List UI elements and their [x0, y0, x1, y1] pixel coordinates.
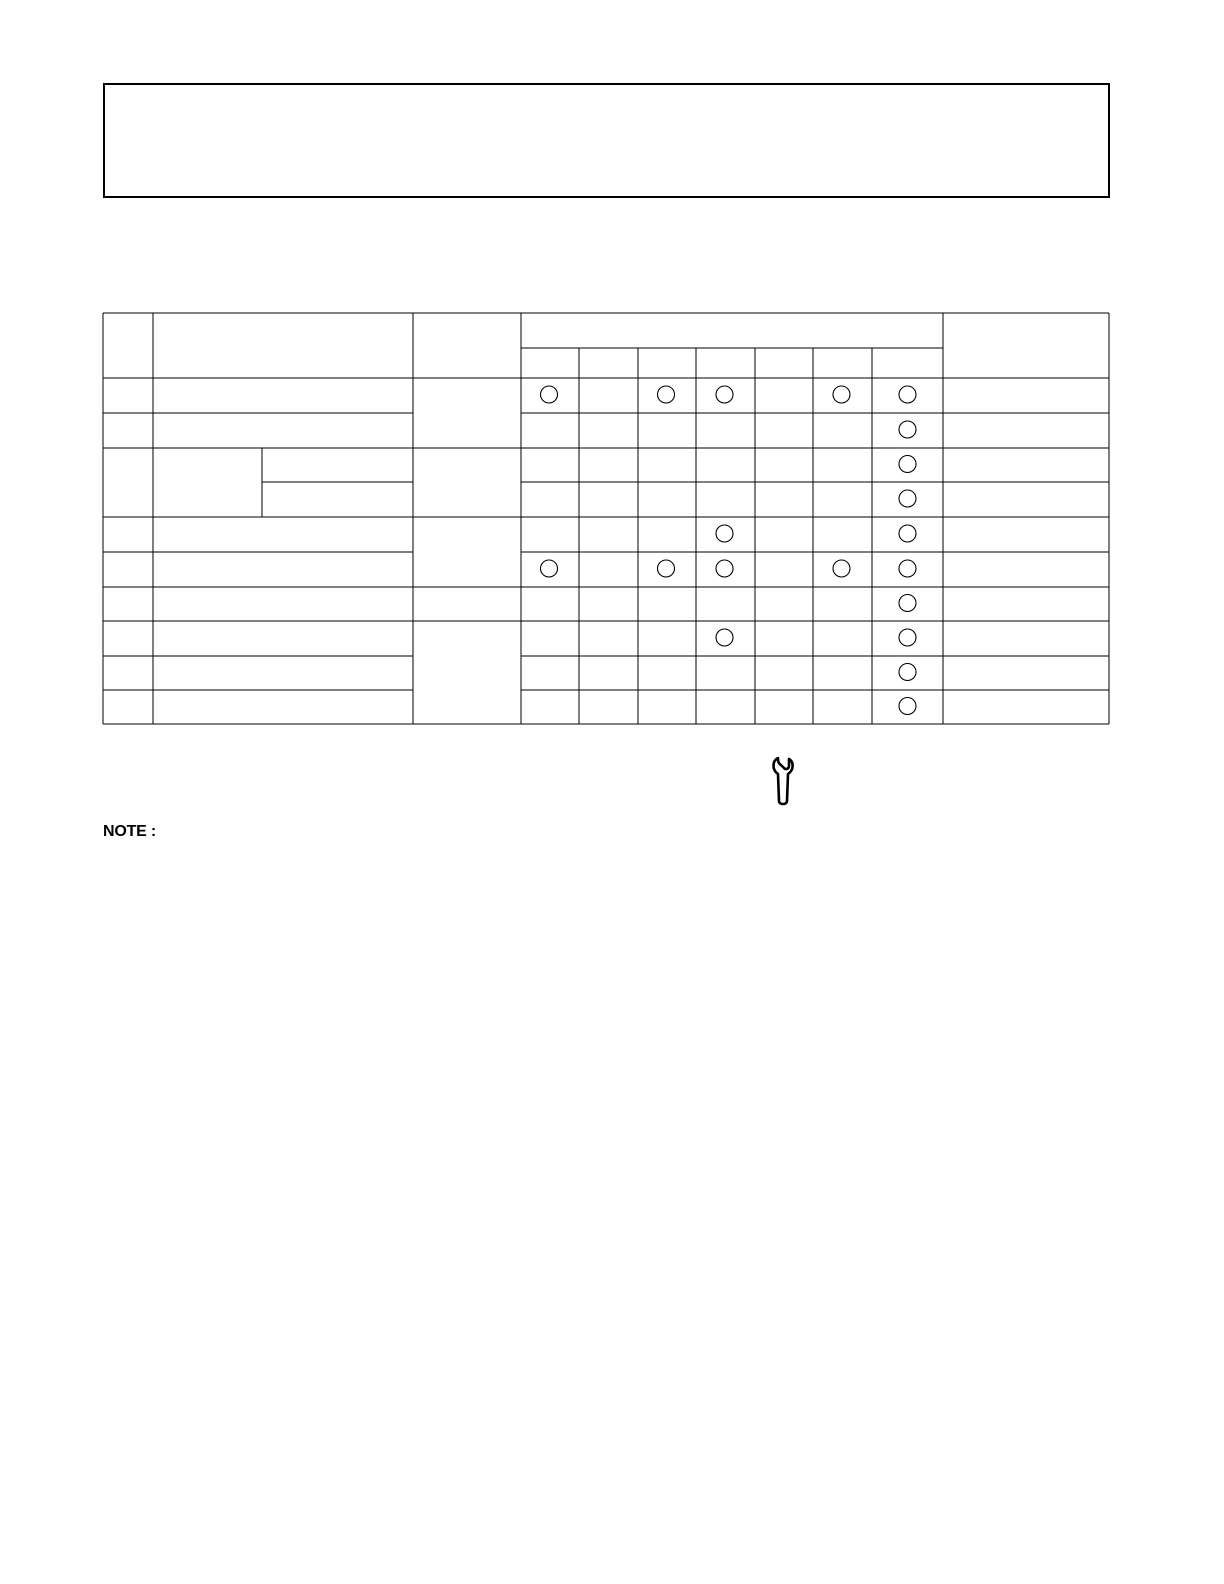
- check-mark: [716, 560, 733, 577]
- check-mark: [541, 386, 558, 403]
- check-mark: [716, 525, 733, 542]
- check-mark: [899, 490, 916, 507]
- wrench-icon: [768, 755, 798, 807]
- check-mark: [899, 421, 916, 438]
- check-mark: [899, 560, 916, 577]
- chart-check-marks: [541, 386, 917, 715]
- check-mark: [899, 629, 916, 646]
- note-label: NOTE :: [103, 823, 157, 840]
- check-mark: [716, 629, 733, 646]
- check-mark: [899, 698, 916, 715]
- check-mark: [899, 525, 916, 542]
- check-mark: [899, 456, 916, 473]
- check-mark: [833, 386, 850, 403]
- check-mark: [899, 595, 916, 612]
- check-mark: [833, 560, 850, 577]
- check-mark: [541, 560, 558, 577]
- maintenance-chart: [0, 0, 1224, 760]
- check-mark: [899, 664, 916, 681]
- check-mark: [658, 560, 675, 577]
- chart-grid-lines: [103, 313, 1109, 724]
- check-mark: [658, 386, 675, 403]
- check-mark: [716, 386, 733, 403]
- check-mark: [899, 386, 916, 403]
